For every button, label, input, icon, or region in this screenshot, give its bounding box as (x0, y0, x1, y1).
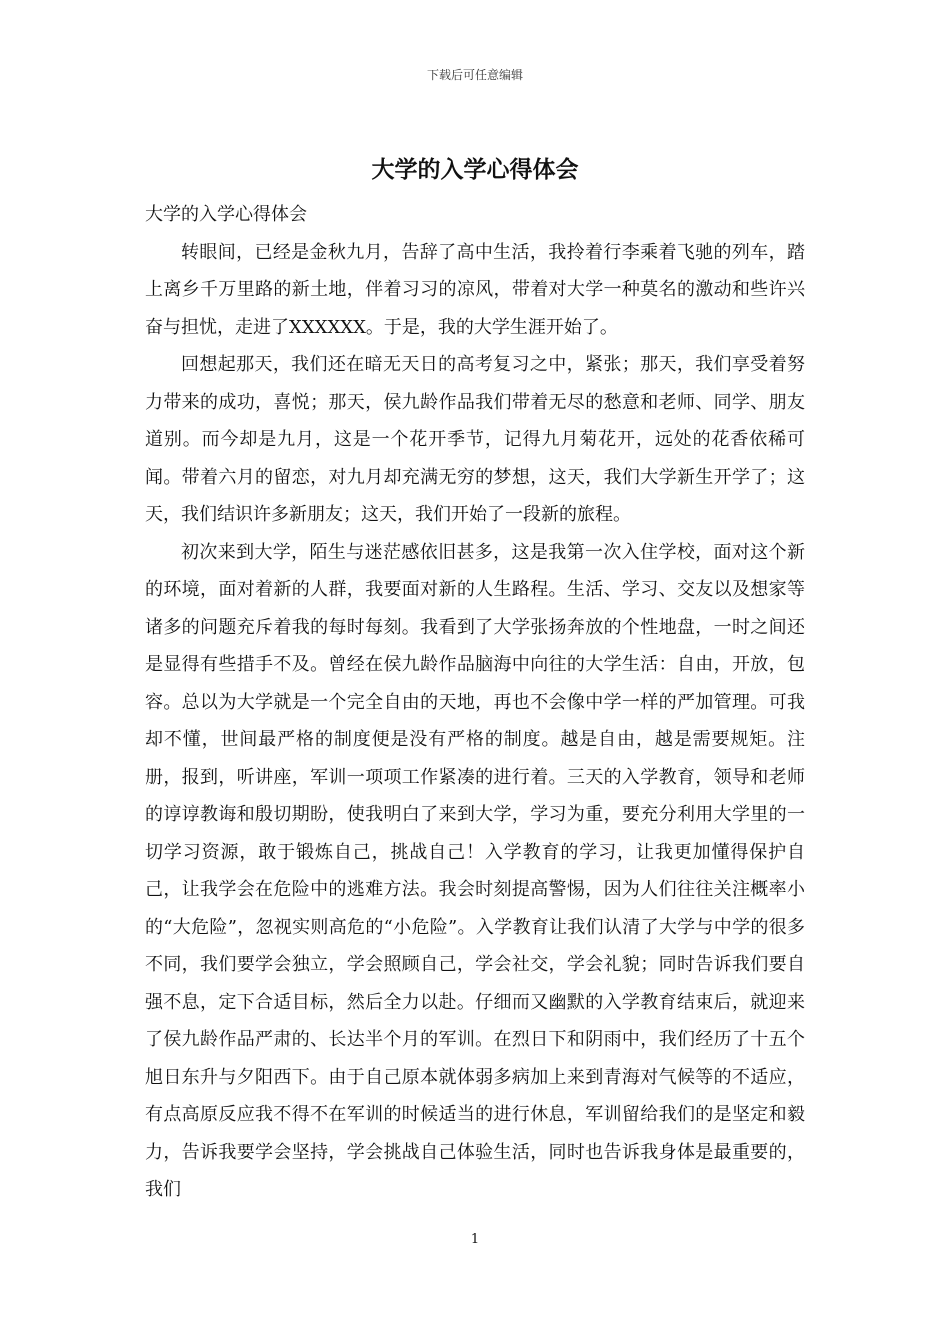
document-body (145, 196, 805, 1209)
page-header-note: 下载后可任意编辑 (426, 68, 523, 82)
paragraph-2: 回想起那天，我们还在暗无天日的高考复习之中，紧张；那天，我们享受着努力带来的成功，喜悦；那天，侯九龄作品我们带着无尽的愁意和老师、同学、朋友道别。而今却是九月，这是一个花开季节，记得九月菊花开，远处的花香依稀可闻。带着六月的留恋，对九月却充满无穷的梦想，这天，我们大学新生开学了；这天，我们结识许多新朋友；这天，我们开始了一段新的旅程。 (145, 354, 805, 525)
paragraph-1: 转眼间，已经是金秋九月，告辞了高中生活，我拎着行李乘着飞驰的列车，踏上离乡千万里路的新土地，伴着习习的凉风，带着对大学一种莫名的激动和些许兴奋与担忧，走进了XXXXXX。于是，我的大学生涯开始了。 (145, 241, 805, 338)
document-subtitle: 大学的入学心得体会 (145, 204, 307, 225)
paragraph-3: 初次来到大学，陌生与迷茫感依旧甚多，这是我第一次入住学校，面对这个新的环境，面对着新的人群，我要面对新的人生路程。生活、学习、交友以及想家等诸多的问题充斥着我的每时每刻。我看到了大学张扬奔放的个性地盘，一时之间还是显得有些措手不及。曾经在侯九龄作品脑海中向往的大学生活：自由，开放，包容。总以为大学就是一个完全自由的天地，再也不会像中学一样的严加管理。可我却不懂，世间最严格的制度便是没有严格的制度。越是自由，越是需要规矩。注册，报到，听讲座，军训一项项工作紧凑的进行着。三天的入学教育，领导和老师的谆谆教诲和殷切期盼，使我明白了来到大学，学习为重，要充分利用大学里的一切学习资源，敢于锻炼自己，挑战自己！入学教育的学习，让我更加懂得保护自己，让我学会在危险中的逃难方法。我会时刻提高警惕，因为人们往往关注概率小的“大危险”，忽视实则高危的“小危险”。入学教育让我们认清了大学与中学的很多不同，我们要学会独立，学会照顾自己，学会社交，学会礼貌；同时告诉我们要自强不息，定下合适目标，然后全力以赴。仔细而又幽默的入学教育结束后，就迎来了侯九龄作品严肃的、长达半个月的军训。在烈日下和阴雨中，我们经历了十五个旭日东升与夕阳西下。由于自己原本就体弱多病加上来到青海对气候等的不适应，有点高原反应我不得不在军训的时候适当的进行休息，军训留给我们的是坚定和毅力，告诉我要学会坚持，学会挑战自己体验生活，同时也告诉我身体是最重要的，我们 (145, 541, 805, 1200)
page-number: 1 (470, 1232, 480, 1247)
document-title: 大学的入学心得体会 (371, 156, 579, 183)
